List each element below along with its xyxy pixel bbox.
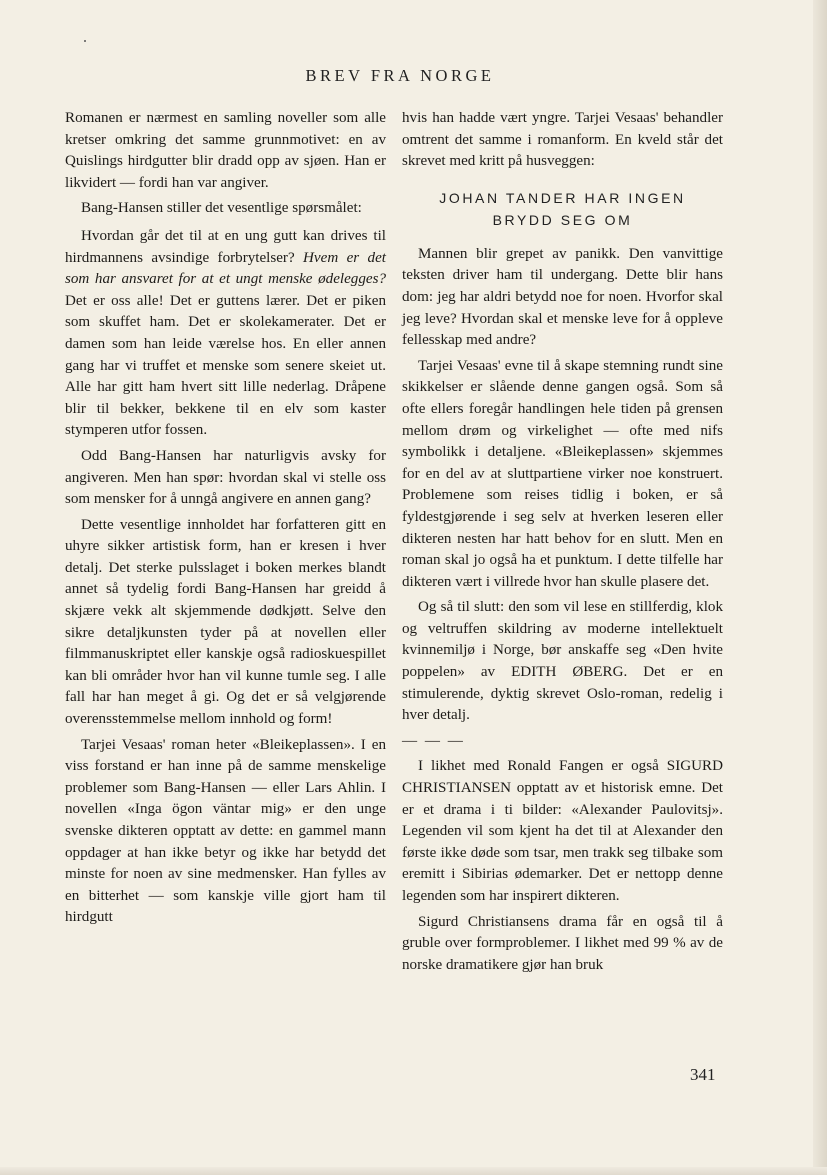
paragraph: Romanen er nærmest en samling noveller som alle kretser omkring det samme grunnmotivet: en av Quislings hirdgutter blir dradd opp av sjøen. Han er likvidert — fordi han var angiver. [65,110,386,191]
paragraph: Og så til slutt: den som vil lese en stillferdig, klok og veltruffen skildring av moderne intellektuelt kvinnemiljø i Norge, bør anskaffe seg «Den hvite poppelen» av EDITH ØBERG. Det er en stimulerende, dyktig skrevet Oslo-roman, redelig i hver detalj. [402,599,723,724]
paragraph: I likhet med Ronald Fangen er også SIGURD CHRISTIANSEN opptatt av et historisk emne. Det er et drama i ti bilder: «Alexander Paulovitsj». Legenden vil som kjent ha det til at Alexander den første ikke døde som tsar, men trakk seg tilbake som eremitt i Sibirias ødemarker. Det er nettopp denne legenden som har inspirert dikteren. [402,758,723,904]
paragraph: Mannen blir grepet av panikk. Den vanvittige teksten driver ham til undergang. Dette blir hans dom: jeg har aldri betydd noe for noen. Hvorfor skal jeg leve? Hvordan skal et menske leve for å oppleve fellesskap med andre? [402,245,723,349]
italic-emphasis: Hvem er det som har ansvaret for at et ungt menske ødelegges? [65,249,386,288]
paragraph: Sigurd Christiansens drama får en også til å gruble over formproblemer. I likhet med 99 % av de norske dramatikere gjør han bruk [402,913,723,973]
wall-slogan [402,187,723,231]
paragraph: Tarjei Vesaas' roman heter «Bleikeplassen». I en viss forstand er han inne på de samme menskelige problemer som Bang-Hansen — eller Lars Ahlin. I novellen «Inga ögon väntar mig» er den unge svenske dikteren opptatt av dette: en gammel mann oppdager at han ikke betyr og ikke har betydd det minste for noen av sine medmensker. Han fylles av en bitterhet — som kanskje ville gjort ham til hirdgutt [65,736,386,926]
paragraph: hvis han hadde vært yngre. Tarjei Vesaas' behandler omtrent det samme i romanform. En kveld står det skrevet med kritt på husveggen: [402,110,723,170]
slogan-line: JOHAN TANDER HAR INGEN [439,189,686,206]
page-edge [813,0,827,1175]
slogan-line: BRYDD SEG OM [492,211,633,228]
right-column [402,108,723,980]
left-column [65,108,386,933]
section-divider: — — — [402,732,465,749]
paragraph-text: Hvordan går det til at en ung gutt kan drives til hirdmannens avsindige forbrytelser? Hvem er det som har ansvaret for at et ungt menske ødelegges? Det er oss alle! Det er guttens lærer. Det er piken som skuffet ham. Det er skolekamerater. Det er damen som han leide værelse hos. En eller annen gang har vi truffet et menske som senere skeiet ut. Alle har gitt ham hvert sitt lille nederlag. Dråpene blir til bekker, bekkene til en elv som kaster stymperen utfor fossen. [65,227,386,439]
page-number: 341 [690,1065,716,1084]
paragraph: Tarjei Vesaas' evne til å skape stemning rundt sine skikkelser er slående denne gangen også. Som så ofte ellers foregår handlingen hele tiden på grensen mellom drøm og virkelighet — ofte med nifs symbolikk i detaljene. «Bleikeplassen» skjemmes for en del av at sluttpartiene virker noe konstruert. Problemene som reises tidlig i boken, er så fyldestgjørende i seg selv at hverken leseren eller dikteren nesten har hatt behov for en slutt. Men en roman skal jo også ha et punktum. I dette tilfelle har dikteren vært i villrede hvor han skulle plasere det. [402,357,723,590]
paragraph: Odd Bang-Hansen har naturligvis avsky for angiveren. Men han spør: hvordan skal vi stelle oss som mensker for å unngå angivere en annen gang? [65,447,386,508]
speck-mark [84,40,86,42]
page-edge-bottom [0,1167,827,1175]
paragraph-with-emphasis [65,226,386,442]
paragraph: Bang-Hansen stiller det vesentlige spørsmålet: [81,200,362,217]
running-header: BREV FRA NORGE [305,66,495,85]
paragraph: Dette vesentlige innholdet har forfatteren gitt en uhyre sikker artistisk form, han er kresen i hver detalj. Det sterke pulsslaget i boken merkes blandt annet så tydelig fordi Bang-Hansen har greidd å skjære vekk alt skjemmende dødkjøtt. Selve den sikre detaljkunsten tyder på at novellen eller filmmanuskriptet eller kanskje også radioskuespillet kan bli områder hvor han vil kunne tumle seg. I alle fall har han meget å gi. Og det er så velgjørende overensstemmelse mellom innhold og form! [65,516,386,728]
